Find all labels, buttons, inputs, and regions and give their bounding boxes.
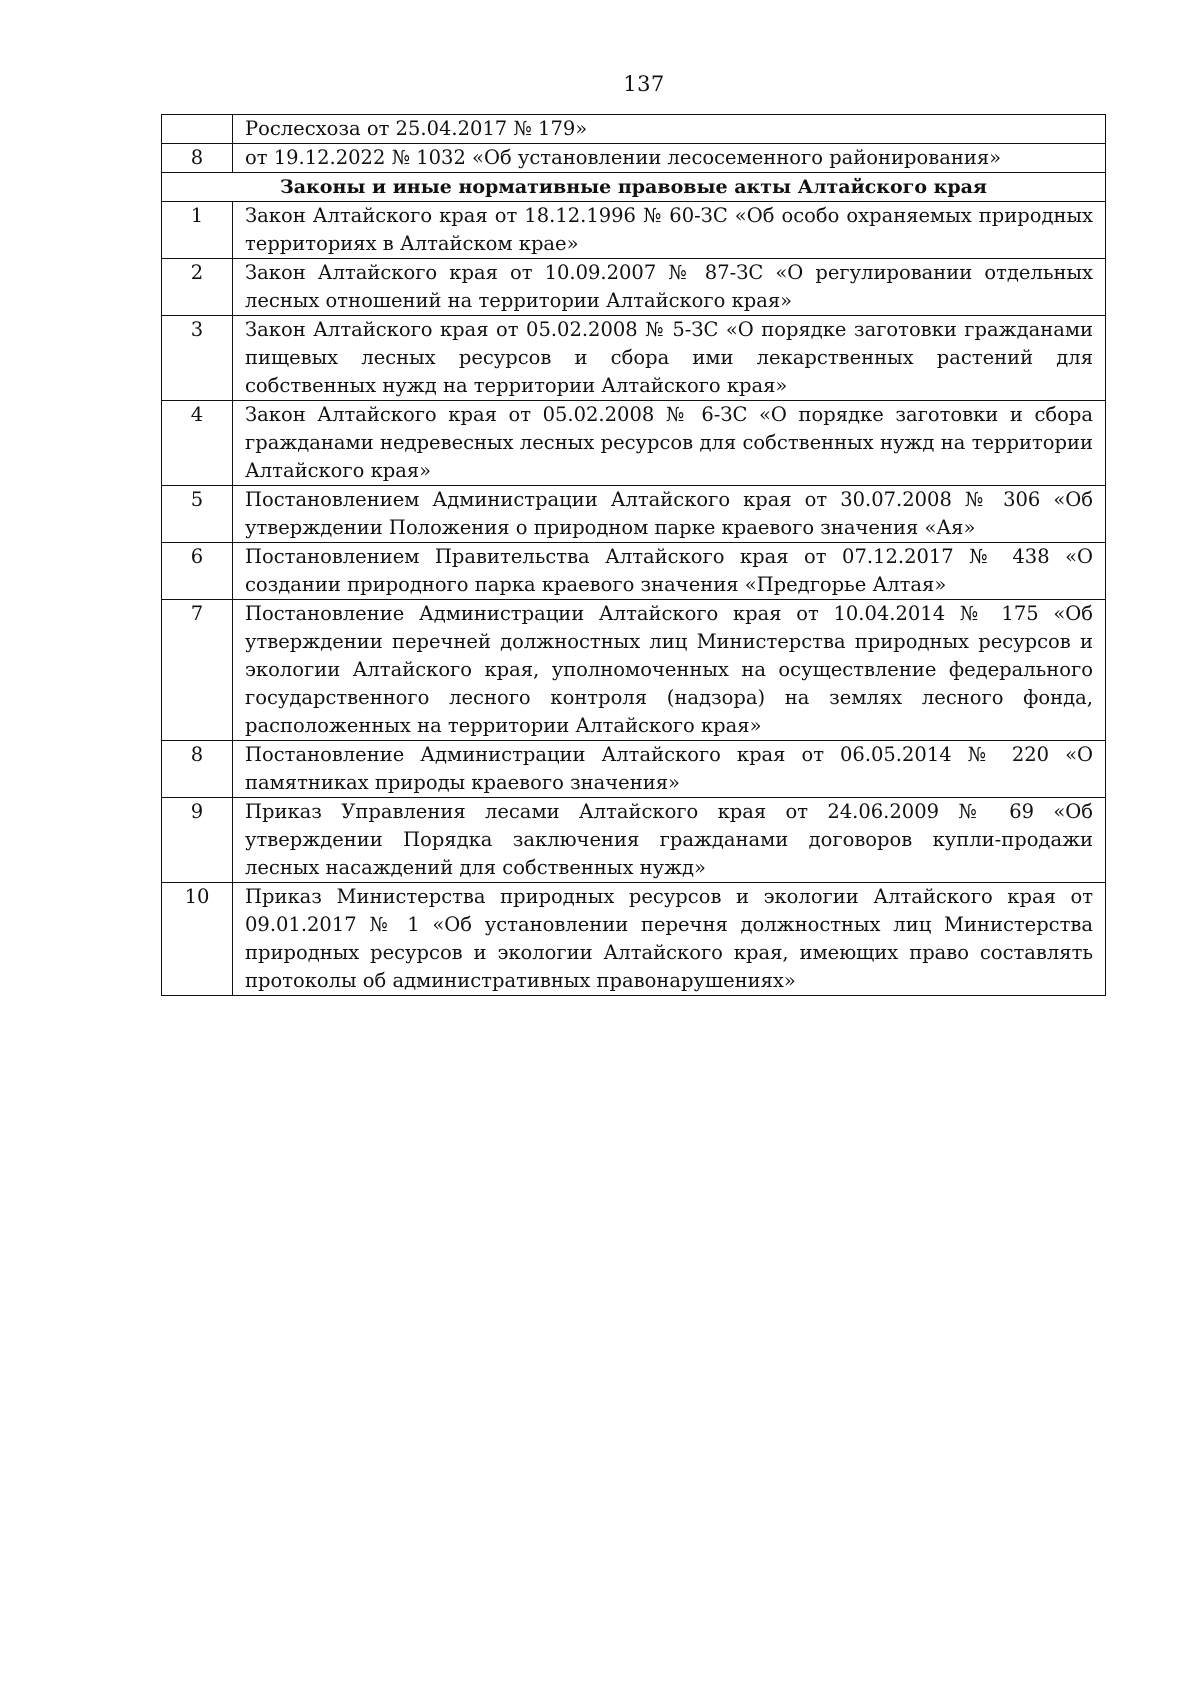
row-text: Рослесхоза от 25.04.2017 № 179» [233, 115, 1106, 144]
row-text: Приказ Управления лесами Алтайского края от 24.06.2009 № 69 «Об утверждении Порядка заключения гражданами договоров купли-продажи лесных насаждений для собственных нужд» [233, 798, 1106, 883]
table-row [162, 115, 1106, 144]
table-row [162, 259, 1106, 316]
table-row [162, 401, 1106, 486]
row-number: 8 [162, 144, 233, 173]
row-number: 4 [162, 401, 233, 486]
row-number: 1 [162, 202, 233, 259]
table-row [162, 600, 1106, 741]
table-row [162, 144, 1106, 173]
section-title: Законы и иные нормативные правовые акты Алтайского края [162, 173, 1106, 202]
page-number: 137 [623, 72, 665, 96]
row-number: 2 [162, 259, 233, 316]
row-text: Закон Алтайского края от 10.09.2007 № 87-ЗС «О регулировании отдельных лесных отношений на территории Алтайского края» [233, 259, 1106, 316]
row-text: Постановлением Правительства Алтайского края от 07.12.2017 № 438 «О создании природного парка краевого значения «Предгорье Алтая» [233, 543, 1106, 600]
row-number [162, 115, 233, 144]
legal-acts-table [161, 114, 1106, 996]
row-number: 6 [162, 543, 233, 600]
row-number: 3 [162, 316, 233, 401]
table-row [162, 486, 1106, 543]
table-row [162, 798, 1106, 883]
section-header-row [162, 173, 1106, 202]
table-row [162, 543, 1106, 600]
row-text: от 19.12.2022 № 1032 «Об установлении лесосеменного районирования» [233, 144, 1106, 173]
table-row [162, 202, 1106, 259]
row-number: 9 [162, 798, 233, 883]
row-text: Постановление Администрации Алтайского края от 10.04.2014 № 175 «Об утверждении перечней должностных лиц Министерства природных ресурсов и экологии Алтайского края, уполномоченных на осуществление федерального государственного лесного контроля (надзора) на землях лесного фонда, расположенных на территории Алтайского края» [233, 600, 1106, 741]
table-row [162, 883, 1106, 996]
row-text: Закон Алтайского края от 05.02.2008 № 6-ЗС «О порядке заготовки и сбора гражданами недревесных лесных ресурсов для собственных нужд на территории Алтайского края» [233, 401, 1106, 486]
table-row [162, 741, 1106, 798]
row-text: Закон Алтайского края от 05.02.2008 № 5-ЗС «О порядке заготовки гражданами пищевых лесных ресурсов и сбора ими лекарственных растений для собственных нужд на территории Алтайского края» [233, 316, 1106, 401]
row-number: 7 [162, 600, 233, 741]
row-number: 8 [162, 741, 233, 798]
table-row [162, 316, 1106, 401]
row-text: Постановлением Администрации Алтайского края от 30.07.2008 № 306 «Об утверждении Положения о природном парке краевого значения «Ая» [233, 486, 1106, 543]
row-number: 5 [162, 486, 233, 543]
row-text: Приказ Министерства природных ресурсов и экологии Алтайского края от 09.01.2017 № 1 «Об установлении перечня должностных лиц Министерства природных ресурсов и экологии Алтайского края, имеющих право составлять протоколы об административных правонарушениях» [233, 883, 1106, 996]
row-text: Закон Алтайского края от 18.12.1996 № 60-ЗС «Об особо охраняемых природных территориях в Алтайском крае» [233, 202, 1106, 259]
row-number: 10 [162, 883, 233, 996]
row-text: Постановление Администрации Алтайского края от 06.05.2014 № 220 «О памятниках природы краевого значения» [233, 741, 1106, 798]
